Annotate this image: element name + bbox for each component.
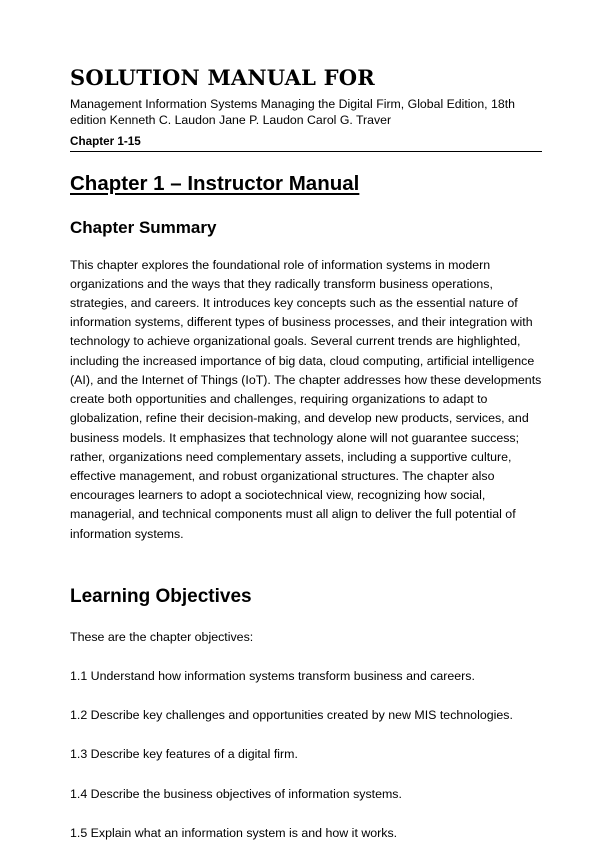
objective-item: 1.3 Describe key features of a digital firm. [70, 747, 298, 762]
chapter-summary-heading: Chapter Summary [70, 217, 217, 237]
document-title: SOLUTION MANUAL FOR [70, 65, 375, 90]
document-subtitle: Management Information Systems Managing the Digital Firm, Global Edition, 18th edition Kenneth C. Laudon Jane P. Laudon Carol G. Traver [70, 97, 515, 128]
objective-item: 1.5 Explain what an information system is and how it works. [70, 825, 398, 840]
chapter-range-label: Chapter 1-15 [70, 134, 141, 148]
chapter-summary-text: This chapter explores the foundational role of information systems in modern organizations and the ways that they radically transform business operations, strategies, and careers. It introduces key concepts such as the essential nature of information systems, different types of business processes, and their integration with technology to achieve organizational goals. Several current trends are highlighted, including the increased importance of big data, cloud computing, artificial intelligence (AI), and the Internet of Things (IoT). The chapter addresses how these developments create both opportunities and challenges, requiring organizations to adapt to globalization, refine their decision-making, and develop new products, services, and business models. It emphasizes that technology alone will not guarantee success; rather, organizations need complementary assets, including a supportive culture, effective management, and robust organizational structures. The chapter also encourages learners to adopt a sociotechnical view, recognizing how social, managerial, and technical components must all align to deliver the full potential of information systems. [70, 257, 542, 541]
objective-item: 1.4 Describe the business objectives of information systems. [70, 786, 402, 801]
objective-item: 1.2 Describe key challenges and opportunities created by new MIS technologies. [70, 708, 513, 723]
header-divider [70, 151, 542, 152]
objective-item: 1.1 Understand how information systems transform business and careers. [70, 669, 475, 684]
page-content [70, 66, 542, 863]
page-title: Chapter 1 – Instructor Manual [70, 171, 360, 195]
learning-objectives-heading: Learning Objectives [70, 585, 252, 607]
objectives-lead-in: These are the chapter objectives: [70, 629, 254, 644]
